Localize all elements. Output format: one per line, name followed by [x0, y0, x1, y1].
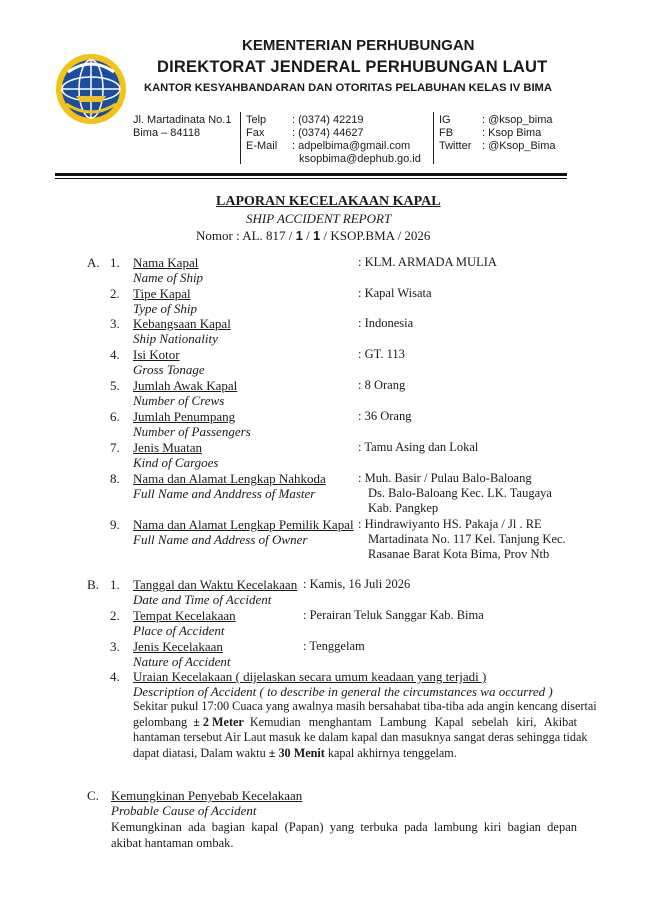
report-number-handwritten-2: 1 [313, 228, 321, 243]
item-number: 8. [110, 471, 120, 486]
report-number-suffix: / KSOP.BMA / 2026 [323, 228, 431, 243]
description-line-3: hantaman tersebut Air Laut masuk ke dalam kapal dan masuknya sangat deras sehingga tidak [133, 730, 588, 744]
item-number: 3. [110, 639, 120, 654]
ministry-logo [54, 52, 128, 126]
report-number-handwritten-1: 1 [295, 228, 303, 243]
field-value: : Perairan Teluk Sanggar Kab. Bima [303, 608, 484, 622]
social-ig: : @ksop_bima [482, 114, 553, 126]
report-number-sep: / [306, 228, 310, 243]
field-value: : 36 Orang [358, 409, 412, 423]
field-label: Jenis Kecelakaan [133, 639, 223, 654]
ministry-name: KEMENTERIAN PERHUBUNGAN [242, 37, 475, 54]
probable-cause-line-2: akibat hantaman ombak. [111, 836, 234, 850]
social-twitter: : @Ksop_Bima [482, 140, 556, 152]
description-line-4 [133, 746, 577, 762]
field-label-en: Name of Ship [133, 270, 204, 285]
field-value: : Indonesia [358, 316, 414, 330]
description-text: dapat diatasi, Dalam waktu [133, 745, 266, 760]
item-number: 4. [110, 669, 120, 684]
probable-cause-line-1: Kemungkinan ada bagian kapal (Papan) yang terbuka pada lambung kiri bagian depan [111, 820, 577, 834]
field-label: Jumlah Penumpang [133, 409, 236, 424]
social-fb: : Ksop Bima [482, 127, 542, 139]
wave-height: ± 2 Meter [193, 714, 244, 729]
field-label: Nama dan Alamat Lengkap Pemilik Kapal [133, 517, 354, 532]
field-value: : Tenggelam [303, 639, 365, 653]
item-number: 7. [110, 440, 120, 455]
field-value: : GT. 113 [358, 347, 405, 361]
item-number: 5. [110, 378, 120, 393]
field-label-en: Ship Nationality [133, 331, 218, 346]
field-label-en: Number of Passengers [133, 424, 251, 439]
item-number: 6. [110, 409, 120, 424]
letterhead-rule-thin [55, 178, 567, 179]
letterhead-rule-thick [55, 173, 567, 176]
item-number: 2. [110, 286, 120, 301]
field-label: Uraian Kecelakaan ( dijelaskan secara umum keadaan yang terjadi ) [133, 669, 487, 684]
accident-description [133, 699, 597, 761]
field-value-line: Kab. Pangkep [368, 501, 439, 515]
contact-label-email: E-Mail [246, 140, 278, 152]
contact-label-phone: Telp [246, 114, 267, 126]
probable-cause [111, 819, 577, 851]
section-c-label-en: Probable Cause of Accident [111, 803, 257, 818]
item-number: 4. [110, 347, 120, 362]
report-number [196, 228, 430, 244]
field-label: Nama Kapal [133, 255, 199, 270]
field-label: Tipe Kapal [133, 286, 191, 301]
field-value-line: Martadinata No. 117 Kel. Tanjung Kec. [368, 532, 566, 546]
field-value: : 8 Orang [358, 378, 406, 392]
contact-email-2: ksopbima@dephub.go.id [299, 153, 421, 165]
sinking-duration: ± 30 Menit [268, 745, 325, 760]
section-b-letter: B. [87, 577, 99, 592]
section-a-letter: A. [87, 255, 100, 270]
field-label-en: Gross Tonage [133, 362, 205, 377]
contact-phone: : (0374) 42219 [292, 114, 364, 126]
contact-label-fax: Fax [246, 127, 265, 139]
directorate-name: DIREKTORAT JENDERAL PERHUBUNGAN LAUT [157, 58, 548, 76]
field-value: : KLM. ARMADA MULIA [358, 255, 497, 269]
field-label: Tempat Kecelakaan [133, 608, 236, 623]
field-value-line: Rasanae Barat Kota Bima, Prov Ntb [368, 547, 550, 561]
section-c-letter: C. [87, 788, 99, 803]
description-line-1: Sekitar pukul 17:00 Cuaca yang awalnya masih bersahabat tiba-tiba ada angin kencang disertai [133, 699, 597, 713]
field-value-line: Ds. Balo-Baloang Kec. LK. Taugaya [368, 486, 552, 500]
item-number: 1. [110, 255, 120, 270]
field-label: Tanggal dan Waktu Kecelakaan [133, 577, 298, 592]
field-label-en: Description of Accident ( to describe in general the circumstances wa occurred ) [133, 684, 553, 699]
letterhead-divider [240, 112, 241, 164]
contact-fax: : (0374) 44627 [292, 127, 364, 139]
field-value: : Kapal Wisata [358, 286, 432, 300]
field-value: : Muh. Basir / Pulau Balo-Baloang [358, 471, 532, 485]
field-value: : Tamu Asing dan Lokal [358, 440, 479, 454]
field-value: : Kamis, 16 Juli 2026 [303, 577, 411, 591]
address-line-2: Bima – 84118 [133, 127, 201, 139]
field-label-en: Kind of Cargoes [133, 455, 219, 470]
item-number: 1. [110, 577, 120, 592]
report-subtitle: SHIP ACCIDENT REPORT [246, 211, 392, 226]
field-label: Isi Kotor [133, 347, 180, 362]
field-label-en: Date and Time of Accident [133, 592, 272, 607]
social-label-ig: IG [439, 114, 451, 126]
field-label: Kebangsaan Kapal [133, 316, 231, 331]
field-label-en: Full Name and Anddress of Master [133, 486, 316, 501]
field-label: Nama dan Alamat Lengkap Nahkoda [133, 471, 326, 486]
field-label-en: Number of Crews [133, 393, 225, 408]
field-label: Jenis Muatan [133, 440, 202, 455]
office-name: KANTOR KESYAHBANDARAN DAN OTORITAS PELABUHAN KELAS IV BIMA [144, 82, 552, 94]
field-value: : Hindrawiyanto HS. Pakaja / Jl . RE [358, 517, 542, 531]
item-number: 9. [110, 517, 120, 532]
report-title: LAPORAN KECELAKAAN KAPAL [216, 194, 441, 209]
field-label-en: Full Name and Address of Owner [133, 532, 308, 547]
social-label-fb: FB [439, 127, 454, 139]
section-c-label: Kemungkinan Penyebab Kecelakaan [111, 788, 303, 803]
address-line-1: Jl. Martadinata No.1 [133, 114, 232, 126]
report-number-prefix: Nomor : AL. 817 / [196, 228, 293, 243]
letterhead-divider [433, 112, 434, 164]
social-label-twitter: Twitter [439, 140, 472, 152]
field-label-en: Type of Ship [133, 301, 198, 316]
contact-email: : adpelbima@gmail.com [292, 140, 411, 152]
description-text: Kemudian menghantam Lambung Kapal sebelah kiri, Akibat [249, 714, 577, 729]
description-text: gelombang [133, 714, 188, 729]
item-number: 2. [110, 608, 120, 623]
description-text: kapal akhirnya tenggelam. [327, 745, 457, 760]
item-number: 3. [110, 316, 120, 331]
field-label-en: Place of Accident [133, 623, 225, 638]
field-label-en: Nature of Accident [133, 654, 231, 669]
description-line-2 [133, 715, 577, 731]
field-label: Jumlah Awak Kapal [133, 378, 238, 393]
